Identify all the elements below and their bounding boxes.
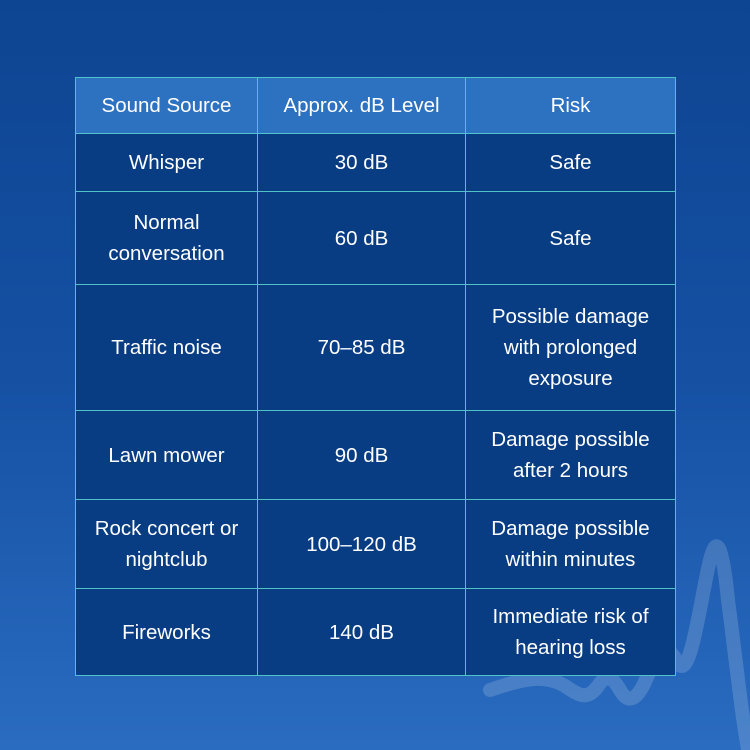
cell-risk: Possible damage with prolonged exposure <box>466 285 676 411</box>
cell-sound-source: Lawn mower <box>76 411 258 500</box>
cell-risk: Damage possible within minutes <box>466 500 676 589</box>
table-row <box>76 411 676 500</box>
cell-sound-source: Normal conversation <box>76 192 258 285</box>
cell-db-level: 70–85 dB <box>258 285 466 411</box>
header-risk: Risk <box>466 78 676 134</box>
cell-db-level: 100–120 dB <box>258 500 466 589</box>
cell-sound-source: Whisper <box>76 134 258 192</box>
cell-db-level: 140 dB <box>258 589 466 676</box>
table-row <box>76 134 676 192</box>
cell-db-level: 60 dB <box>258 192 466 285</box>
table-row <box>76 589 676 676</box>
cell-sound-source: Fireworks <box>76 589 258 676</box>
cell-risk: Safe <box>466 134 676 192</box>
table-body <box>76 134 676 676</box>
sound-levels-table <box>75 77 676 676</box>
header-sound-source: Sound Source <box>76 78 258 134</box>
cell-sound-source: Rock concert or nightclub <box>76 500 258 589</box>
cell-db-level: 90 dB <box>258 411 466 500</box>
cell-risk: Damage possible after 2 hours <box>466 411 676 500</box>
header-db-level: Approx. dB Level <box>258 78 466 134</box>
table-row <box>76 192 676 285</box>
cell-sound-source: Traffic noise <box>76 285 258 411</box>
cell-risk: Immediate risk of hearing loss <box>466 589 676 676</box>
table-row <box>76 500 676 589</box>
header-row <box>76 78 676 134</box>
cell-db-level: 30 dB <box>258 134 466 192</box>
table-row <box>76 285 676 411</box>
table-header <box>76 78 676 134</box>
cell-risk: Safe <box>466 192 676 285</box>
